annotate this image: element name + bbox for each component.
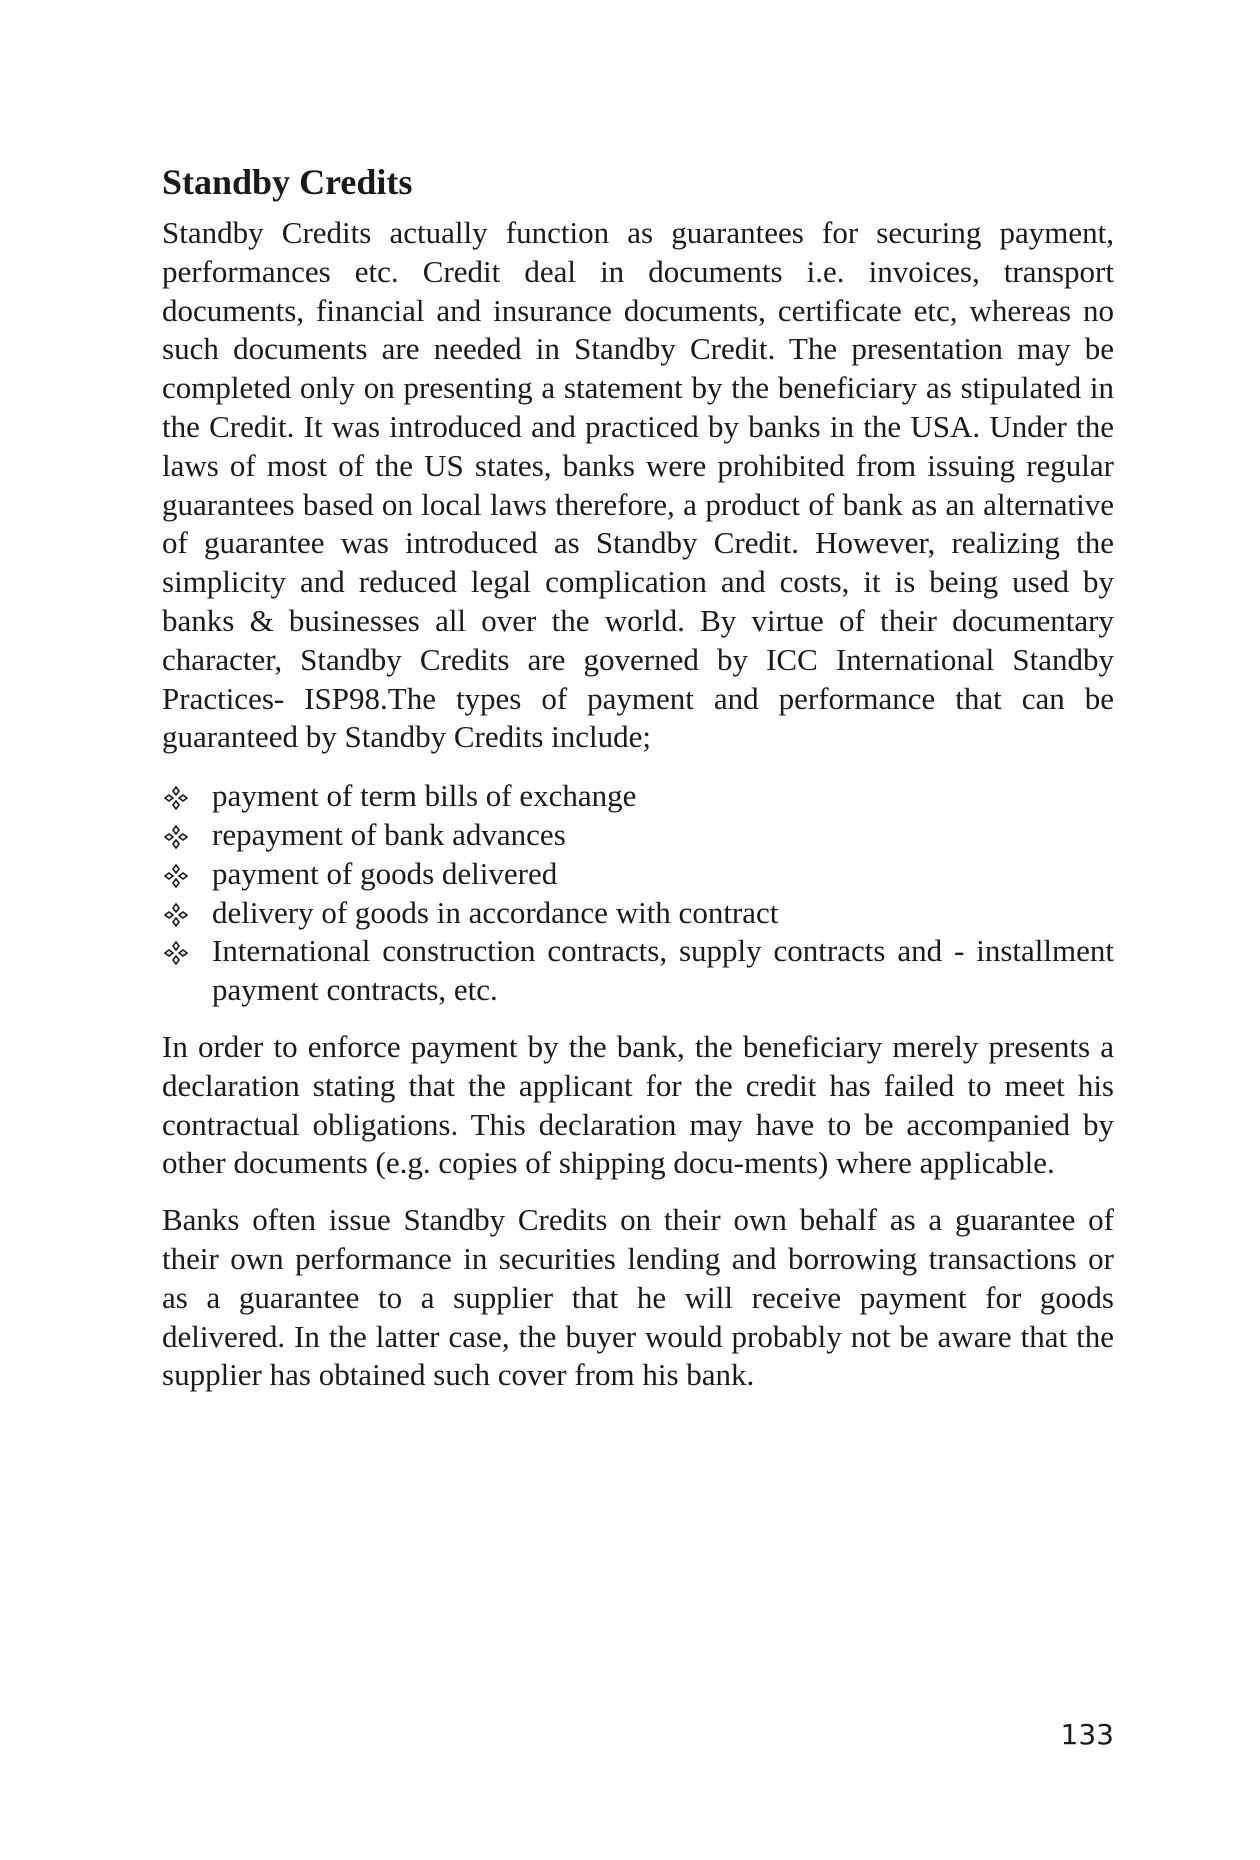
list-item-text: repayment of bank advances — [212, 816, 566, 852]
four-diamond-ornament-icon — [164, 825, 188, 849]
document-page — [162, 160, 1114, 1395]
guarantee-types-list — [162, 777, 1114, 1010]
section-heading: Standby Credits — [162, 162, 413, 202]
four-diamond-ornament-icon — [164, 786, 188, 810]
enforcement-paragraph: In order to enforce payment by the bank, the beneficiary merely presents a declaration stating that the applicant for the credit has failed to meet his contractual obligations. This declaration may have to be accompanied by other documents (e.g. copies of shipping docu-ments) where applicable. — [162, 1028, 1114, 1181]
four-diamond-ornament-icon — [164, 864, 188, 888]
list-item — [162, 816, 1114, 855]
list-item — [162, 855, 1114, 894]
intro-paragraph: Standby Credits actually function as guarantees for securing payment, performances etc. Credit deal in documents i.e. invoices, transport documents, financial and insurance documents, certificate etc, whereas no such documents are needed in Standby Credit. The presentation may be completed only on presenting a statement by the beneficiary as stipulated in the Credit. It was introduced and practiced by banks in the USA. Under the laws of most of the US states, banks were prohibited from issuing regular guarantees based on local laws therefore, a product of bank as an alternative of guarantee was introduced as Standby Credit. However, realizing the simplicity and reduced legal complication and costs, it is being used by banks & businesses all over the world. By virtue of their documentary character, Standby Credits are governed by ICC International Standby Practices- ISP98.The types of payment and performance that can be guaranteed by Standby Credits include; — [162, 215, 1114, 755]
own-behalf-paragraph: Banks often issue Standby Credits on their own behalf as a guarantee of their own performance in securities lending and borrowing transactions or as a guarantee to a supplier that he will receive payment for goods delivered. In the latter case, the buyer would probably not be aware that the supplier has obtained such cover from his bank. — [162, 1202, 1114, 1393]
list-item — [162, 932, 1114, 1010]
four-diamond-ornament-icon — [164, 941, 188, 965]
page-number: 133 — [1060, 1718, 1114, 1751]
list-item — [162, 894, 1114, 933]
list-item-text: payment of goods delivered — [212, 855, 558, 891]
four-diamond-ornament-icon — [164, 903, 188, 927]
list-item-text: payment of term bills of exchange — [212, 778, 637, 814]
list-item — [162, 777, 1114, 816]
list-item-text: International construction contracts, supply contracts and - installment payment contracts, etc. — [212, 933, 1114, 1008]
list-item-text: delivery of goods in accordance with contract — [212, 894, 779, 930]
